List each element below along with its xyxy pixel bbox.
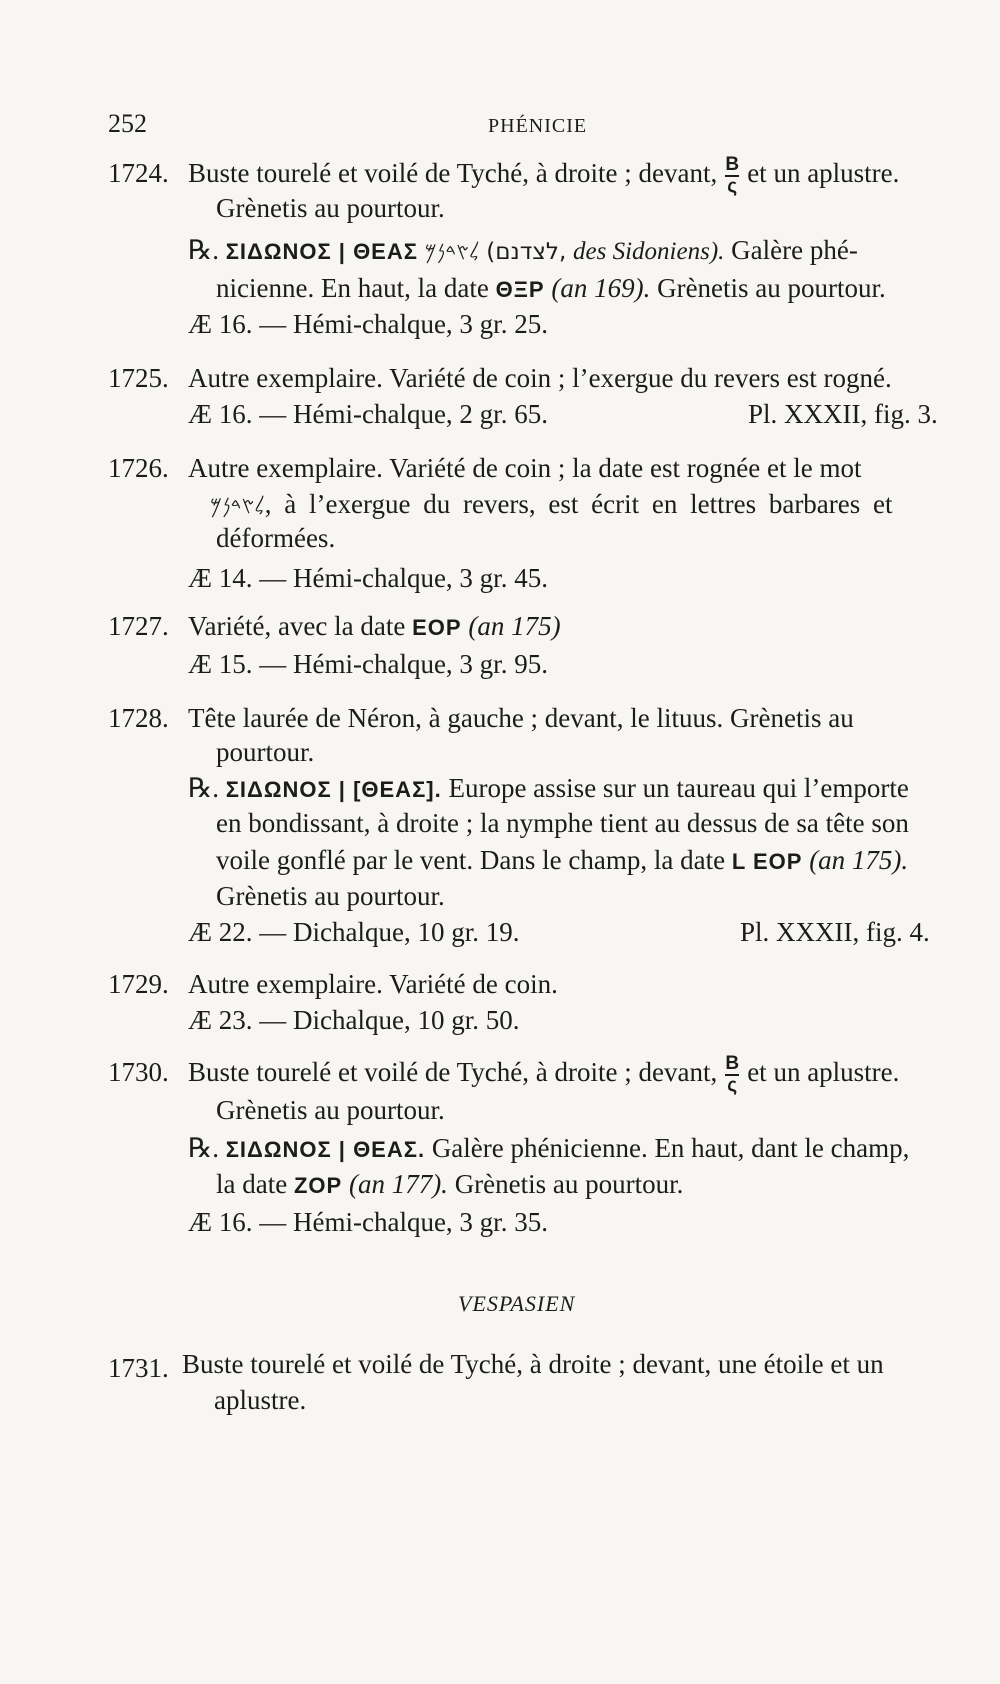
metrology-line: Æ 16. — Hémi-chalque, 3 gr. 25. bbox=[188, 309, 548, 339]
entry-line: Grènetis au pourtour. bbox=[216, 1095, 445, 1125]
entry-line: Variété, avec la date ΕΟΡ (an 175) bbox=[188, 611, 561, 641]
running-title: PHÉNICIE bbox=[488, 115, 588, 137]
entry-line: Buste tourelé et voilé de Tyché, à droite ; devant, $\frac{B}{\varsigma}$ et un aplustre. bbox=[188, 1052, 900, 1096]
phoenician-legend: 𐤋𐤑𐤃𐤍𐤌 bbox=[424, 240, 480, 265]
page-number: 252 bbox=[108, 109, 147, 138]
entry-line: déformées. bbox=[216, 523, 336, 553]
entry-number: 1724. bbox=[108, 158, 169, 188]
entry-line: nicienne. En haut, la date ΘΞΡ (an 169). Grènetis au pourtour. bbox=[216, 273, 886, 303]
metrology-line: Æ 15. — Hémi-chalque, 3 gr. 95. bbox=[188, 649, 548, 679]
hebrew-transcription: (לצדנם, bbox=[486, 239, 567, 265]
fraction-mark: $\frac{B}{\varsigma}$ bbox=[725, 153, 740, 197]
reverse-mark: ℞. bbox=[188, 235, 219, 265]
metrology-line: Æ 16. — Hémi-chalque, 3 gr. 35. bbox=[188, 1207, 548, 1237]
date-legend: ΖΟΡ bbox=[293, 1173, 343, 1198]
entry-line: ℞. ΣΙΔΩΝΟΣ | ΘΕΑΣ 𐤋𐤑𐤃𐤍𐤌 (לצדנם, des Sidoniens). Galère phé- bbox=[188, 235, 858, 265]
greek-legend: ΣΙΔΩΝΟΣ | ΘΕΑΣ bbox=[225, 239, 418, 264]
section-heading: VESPASIEN bbox=[458, 1291, 576, 1316]
entry-line: en bondissant, à droite ; la nymphe tient au dessus de sa tête son bbox=[216, 808, 909, 838]
plate-reference: Pl. XXXII, fig. 3. bbox=[748, 399, 938, 429]
entry-line: Buste tourelé et voilé de Tyché, à droite ; devant, une étoile et un bbox=[182, 1349, 884, 1379]
date-legend: ΘΞΡ bbox=[495, 277, 545, 302]
greek-legend: ΣΙΔΩΝΟΣ | ΘΕΑΣ. bbox=[225, 1137, 426, 1162]
entry-number: 1730. bbox=[108, 1057, 169, 1087]
date-legend: ΕΟΡ bbox=[412, 615, 462, 640]
metrology-line: Æ 23. — Dichalque, 10 gr. 50. bbox=[188, 1005, 520, 1035]
entry-line: Autre exemplaire. Variété de coin ; l’exergue du revers est rogné. bbox=[188, 363, 892, 393]
year: (an 177). bbox=[348, 1169, 448, 1199]
reverse-mark: ℞. bbox=[188, 773, 219, 803]
greek-legend: ΣΙΔΩΝΟΣ | [ΘΕΑΣ]. bbox=[225, 777, 442, 802]
entry-line: Autre exemplaire. Variété de coin. bbox=[188, 969, 558, 999]
entry-line: la date ΖΟΡ (an 177). Grènetis au pourtour. bbox=[216, 1169, 684, 1199]
entry-line: pourtour. bbox=[216, 737, 315, 767]
plate-reference: Pl. XXXII, fig. 4. bbox=[740, 917, 930, 947]
entry-line: voile gonflé par le vent. Dans le champ, la date L ΕΟΡ (an 175). bbox=[216, 845, 909, 875]
entry-number: 1731. bbox=[108, 1353, 169, 1383]
entry-line: Grènetis au pourtour. bbox=[216, 193, 445, 223]
metrology-line: Æ 22. — Dichalque, 10 gr. 19. bbox=[188, 917, 520, 947]
year: (an 175) bbox=[468, 611, 561, 641]
year: (an 169). bbox=[551, 273, 651, 303]
fraction-mark: $\frac{B}{\varsigma}$ bbox=[725, 1052, 740, 1096]
entry-number: 1729. bbox=[108, 969, 169, 999]
reverse-mark: ℞. bbox=[188, 1133, 219, 1163]
entry-number: 1727. bbox=[108, 611, 169, 641]
entry-number: 1728. bbox=[108, 703, 169, 733]
translation: des Sidoniens). bbox=[573, 238, 725, 265]
metrology-line: Æ 14. — Hémi-chalque, 3 gr. 45. bbox=[188, 563, 548, 593]
entry-line: ℞. ΣΙΔΩΝΟΣ | [ΘΕΑΣ]. Europe assise sur un taureau qui l’emporte bbox=[188, 773, 909, 803]
entry-line: Tête laurée de Néron, à gauche ; devant, le lituus. Grènetis au bbox=[188, 703, 854, 733]
entry-line: ℞. ΣΙΔΩΝΟΣ | ΘΕΑΣ. Galère phénicienne. En haut, dant le champ, bbox=[188, 1133, 910, 1163]
entry-line: aplustre. bbox=[214, 1385, 307, 1415]
metrology-line: Æ 16. — Hémi-chalque, 2 gr. 65. bbox=[188, 399, 548, 429]
entry-number: 1725. bbox=[108, 363, 169, 393]
year: (an 175). bbox=[809, 845, 909, 875]
entry-line: 𐤋𐤑𐤃𐤍𐤌, à l’exergue du revers, est écrit en lettres barbares et bbox=[210, 489, 893, 519]
entry-line: Autre exemplaire. Variété de coin ; la date est rognée et le mot bbox=[188, 453, 862, 483]
entry-line: Grènetis au pourtour. bbox=[216, 881, 445, 911]
entry-line: Buste tourelé et voilé de Tyché, à droite ; devant, $\frac{B}{\varsigma}$ et un aplustre. bbox=[188, 153, 900, 197]
date-legend: L ΕΟΡ bbox=[731, 849, 803, 874]
entry-number: 1726. bbox=[108, 453, 169, 483]
phoenician-legend: 𐤋𐤑𐤃𐤍𐤌 bbox=[210, 494, 265, 519]
